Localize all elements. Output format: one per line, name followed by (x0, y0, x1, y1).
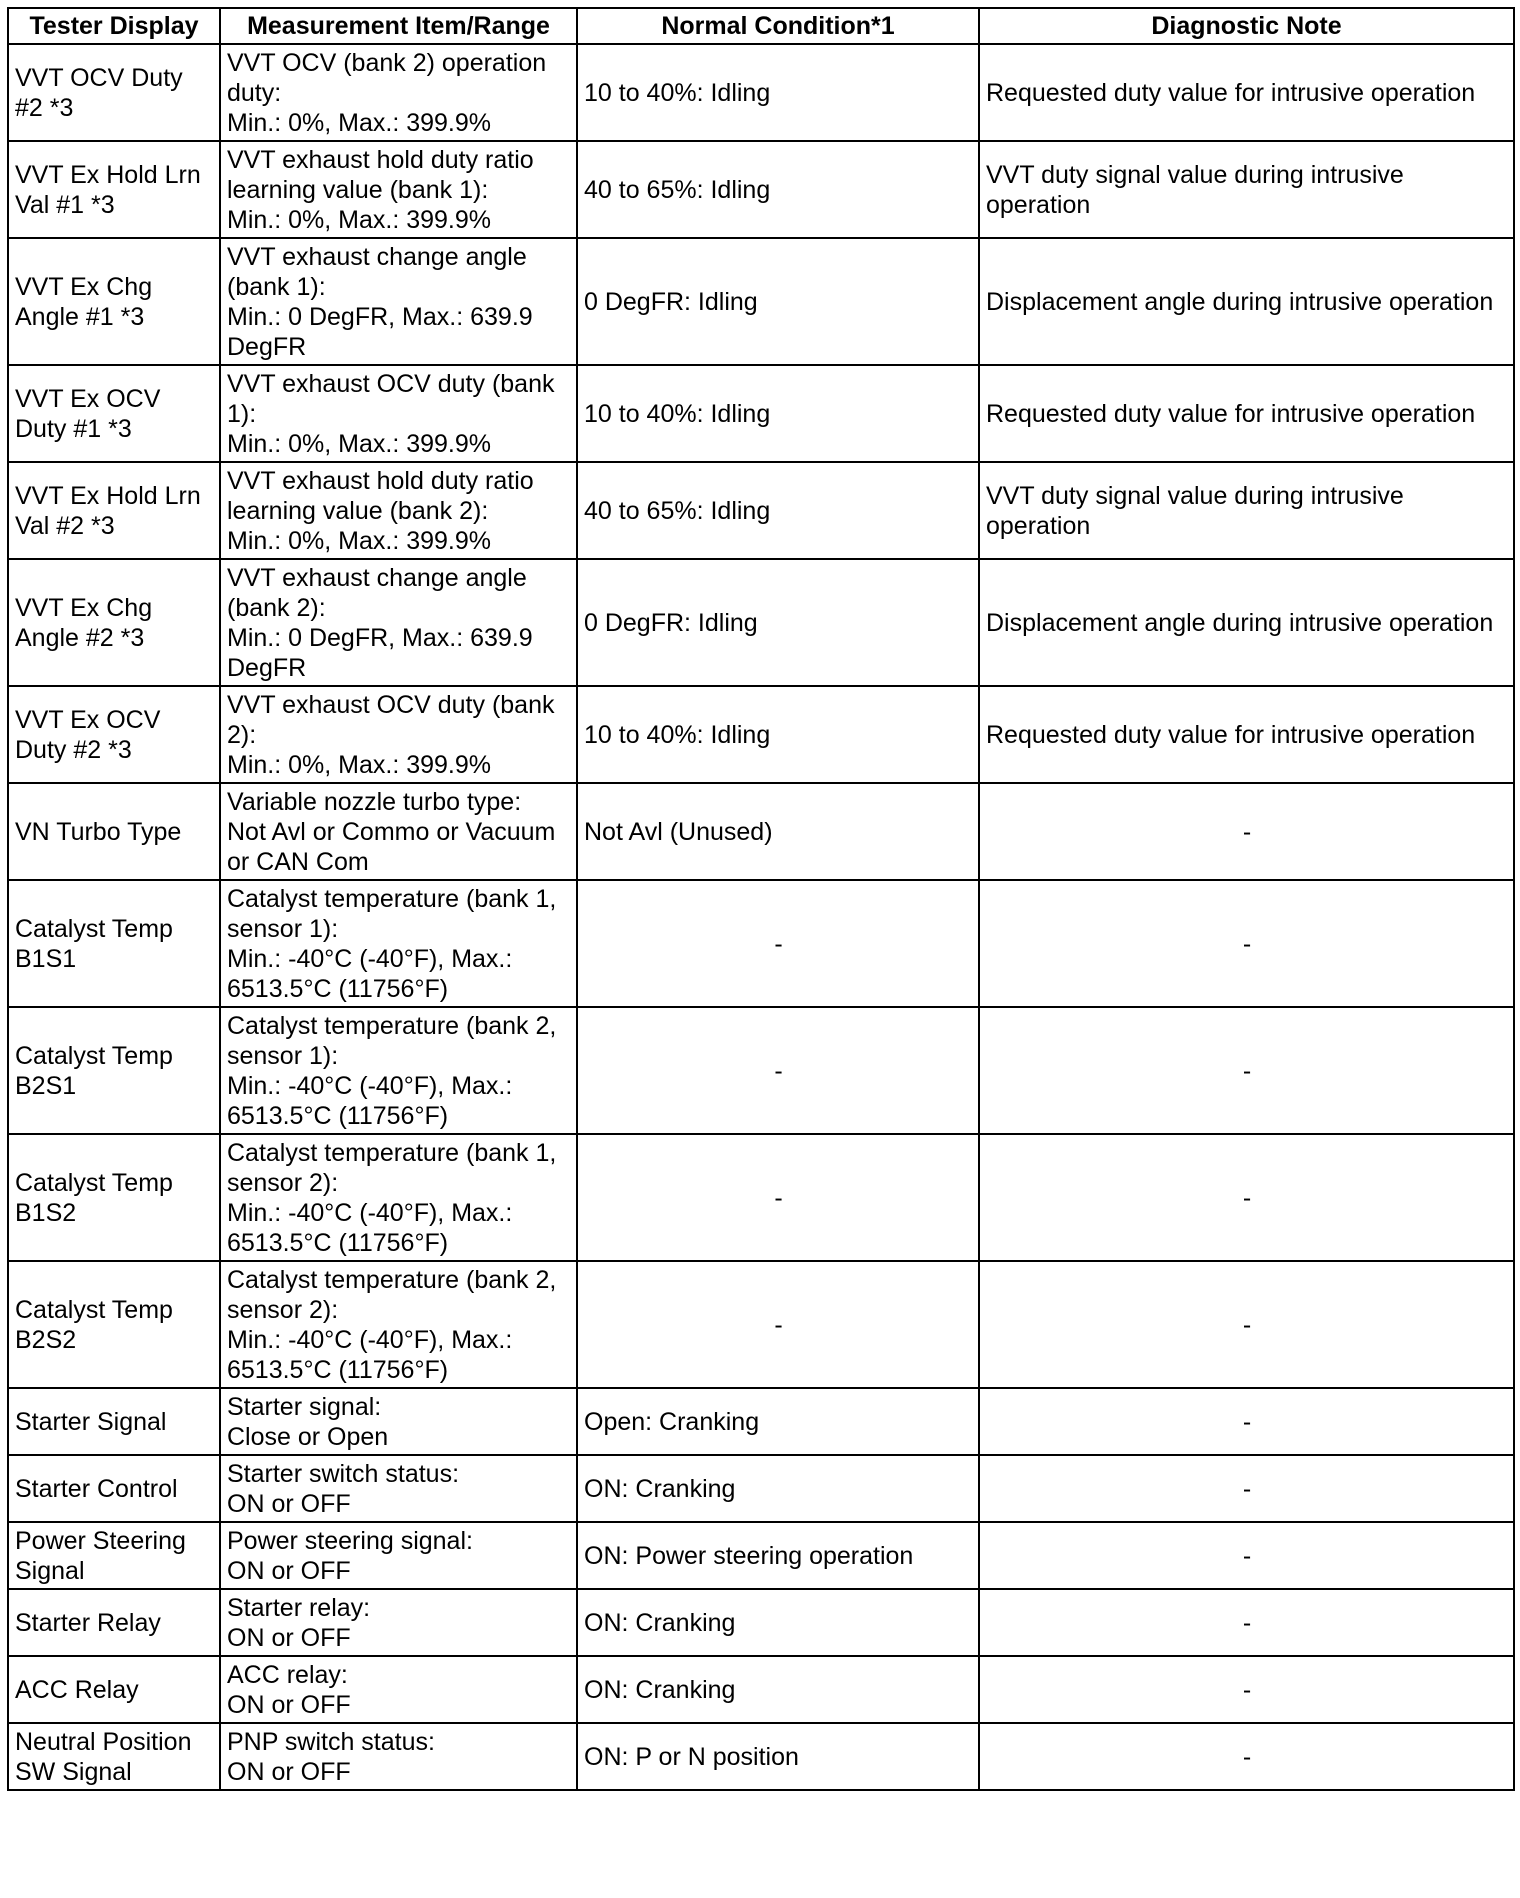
table-row (8, 1656, 1514, 1723)
cell-tester-display: Starter Relay (8, 1589, 220, 1656)
cell-tester-display: Neutral Position SW Signal (8, 1723, 220, 1790)
table-row (8, 1455, 1514, 1522)
cell-diagnostic-note: - (979, 1522, 1514, 1589)
table-row (8, 1589, 1514, 1656)
cell-diagnostic-note: Requested duty value for intrusive operation (979, 365, 1514, 462)
header-tester-display: Tester Display (8, 8, 220, 44)
cell-normal-condition: Not Avl (Unused) (577, 783, 979, 880)
cell-tester-display: VVT Ex OCV Duty #1 *3 (8, 365, 220, 462)
table-row (8, 462, 1514, 559)
table-row (8, 1134, 1514, 1261)
header-row (8, 8, 1514, 44)
cell-normal-condition: ON: P or N position (577, 1723, 979, 1790)
table-row (8, 783, 1514, 880)
cell-tester-display: Catalyst Temp B2S1 (8, 1007, 220, 1134)
cell-measurement-range: VVT exhaust OCV duty (bank 2): Min.: 0%, Max.: 399.9% (220, 686, 577, 783)
cell-normal-condition: - (577, 880, 979, 1007)
cell-normal-condition: 0 DegFR: Idling (577, 559, 979, 686)
table-row (8, 238, 1514, 365)
header-measurement-item-range: Measurement Item/Range (220, 8, 577, 44)
header-normal-condition: Normal Condition*1 (577, 8, 979, 44)
cell-measurement-range: Variable nozzle turbo type: Not Avl or Commo or Vacuum or CAN Com (220, 783, 577, 880)
cell-tester-display: Catalyst Temp B1S1 (8, 880, 220, 1007)
cell-diagnostic-note: - (979, 1261, 1514, 1388)
cell-measurement-range: VVT exhaust change angle (bank 2): Min.: 0 DegFR, Max.: 639.9 DegFR (220, 559, 577, 686)
table-row (8, 686, 1514, 783)
cell-measurement-range: VVT exhaust hold duty ratio learning value (bank 1): Min.: 0%, Max.: 399.9% (220, 141, 577, 238)
cell-diagnostic-note: - (979, 1723, 1514, 1790)
cell-normal-condition: 40 to 65%: Idling (577, 462, 979, 559)
cell-tester-display: VVT Ex Chg Angle #2 *3 (8, 559, 220, 686)
cell-measurement-range: VVT exhaust change angle (bank 1): Min.: 0 DegFR, Max.: 639.9 DegFR (220, 238, 577, 365)
cell-diagnostic-note: - (979, 1007, 1514, 1134)
cell-normal-condition: 10 to 40%: Idling (577, 686, 979, 783)
cell-tester-display: Catalyst Temp B1S2 (8, 1134, 220, 1261)
cell-measurement-range: Starter relay: ON or OFF (220, 1589, 577, 1656)
table-row (8, 559, 1514, 686)
table-row (8, 1723, 1514, 1790)
cell-diagnostic-note: Requested duty value for intrusive operation (979, 686, 1514, 783)
cell-normal-condition: - (577, 1261, 979, 1388)
table-row (8, 365, 1514, 462)
table-row (8, 1388, 1514, 1455)
cell-normal-condition: Open: Cranking (577, 1388, 979, 1455)
cell-tester-display: Catalyst Temp B2S2 (8, 1261, 220, 1388)
cell-normal-condition: - (577, 1007, 979, 1134)
cell-diagnostic-note: - (979, 1388, 1514, 1455)
cell-normal-condition: ON: Cranking (577, 1455, 979, 1522)
cell-diagnostic-note: - (979, 1589, 1514, 1656)
table-row (8, 44, 1514, 141)
cell-normal-condition: 10 to 40%: Idling (577, 365, 979, 462)
cell-diagnostic-note: - (979, 880, 1514, 1007)
header-diagnostic-note: Diagnostic Note (979, 8, 1514, 44)
cell-normal-condition: ON: Cranking (577, 1589, 979, 1656)
cell-tester-display: Starter Control (8, 1455, 220, 1522)
cell-diagnostic-note: VVT duty signal value during intrusive operation (979, 462, 1514, 559)
cell-normal-condition: ON: Power steering operation (577, 1522, 979, 1589)
cell-measurement-range: ACC relay: ON or OFF (220, 1656, 577, 1723)
cell-measurement-range: Catalyst temperature (bank 1, sensor 1): Min.: -40°C (-40°F), Max.: 6513.5°C (11756°F) (220, 880, 577, 1007)
cell-measurement-range: VVT exhaust hold duty ratio learning value (bank 2): Min.: 0%, Max.: 399.9% (220, 462, 577, 559)
cell-tester-display: VN Turbo Type (8, 783, 220, 880)
table-row (8, 1007, 1514, 1134)
cell-tester-display: VVT OCV Duty #2 *3 (8, 44, 220, 141)
table-header (8, 8, 1514, 44)
cell-tester-display: Power Steering Signal (8, 1522, 220, 1589)
table-row (8, 1522, 1514, 1589)
cell-diagnostic-note: Displacement angle during intrusive operation (979, 559, 1514, 686)
cell-tester-display: Starter Signal (8, 1388, 220, 1455)
cell-normal-condition: 40 to 65%: Idling (577, 141, 979, 238)
cell-diagnostic-note: - (979, 1656, 1514, 1723)
cell-diagnostic-note: VVT duty signal value during intrusive operation (979, 141, 1514, 238)
cell-tester-display: VVT Ex Hold Lrn Val #1 *3 (8, 141, 220, 238)
cell-measurement-range: Catalyst temperature (bank 1, sensor 2): Min.: -40°C (-40°F), Max.: 6513.5°C (11756°F) (220, 1134, 577, 1261)
cell-measurement-range: VVT OCV (bank 2) operation duty: Min.: 0%, Max.: 399.9% (220, 44, 577, 141)
data-list-table (7, 7, 1515, 1791)
cell-tester-display: VVT Ex Hold Lrn Val #2 *3 (8, 462, 220, 559)
cell-measurement-range: PNP switch status: ON or OFF (220, 1723, 577, 1790)
cell-normal-condition: 10 to 40%: Idling (577, 44, 979, 141)
cell-normal-condition: 0 DegFR: Idling (577, 238, 979, 365)
cell-diagnostic-note: Displacement angle during intrusive operation (979, 238, 1514, 365)
cell-diagnostic-note: - (979, 1455, 1514, 1522)
cell-measurement-range: Catalyst temperature (bank 2, sensor 2): Min.: -40°C (-40°F), Max.: 6513.5°C (11756°F) (220, 1261, 577, 1388)
cell-measurement-range: VVT exhaust OCV duty (bank 1): Min.: 0%, Max.: 399.9% (220, 365, 577, 462)
cell-diagnostic-note: Requested duty value for intrusive operation (979, 44, 1514, 141)
table-row (8, 141, 1514, 238)
cell-measurement-range: Starter signal: Close or Open (220, 1388, 577, 1455)
table-row (8, 880, 1514, 1007)
table-body (8, 44, 1514, 1790)
table-row (8, 1261, 1514, 1388)
cell-tester-display: VVT Ex Chg Angle #1 *3 (8, 238, 220, 365)
cell-normal-condition: - (577, 1134, 979, 1261)
cell-measurement-range: Catalyst temperature (bank 2, sensor 1): Min.: -40°C (-40°F), Max.: 6513.5°C (11756°F) (220, 1007, 577, 1134)
cell-diagnostic-note: - (979, 783, 1514, 880)
cell-tester-display: VVT Ex OCV Duty #2 *3 (8, 686, 220, 783)
cell-normal-condition: ON: Cranking (577, 1656, 979, 1723)
cell-tester-display: ACC Relay (8, 1656, 220, 1723)
cell-measurement-range: Starter switch status: ON or OFF (220, 1455, 577, 1522)
cell-measurement-range: Power steering signal: ON or OFF (220, 1522, 577, 1589)
cell-diagnostic-note: - (979, 1134, 1514, 1261)
